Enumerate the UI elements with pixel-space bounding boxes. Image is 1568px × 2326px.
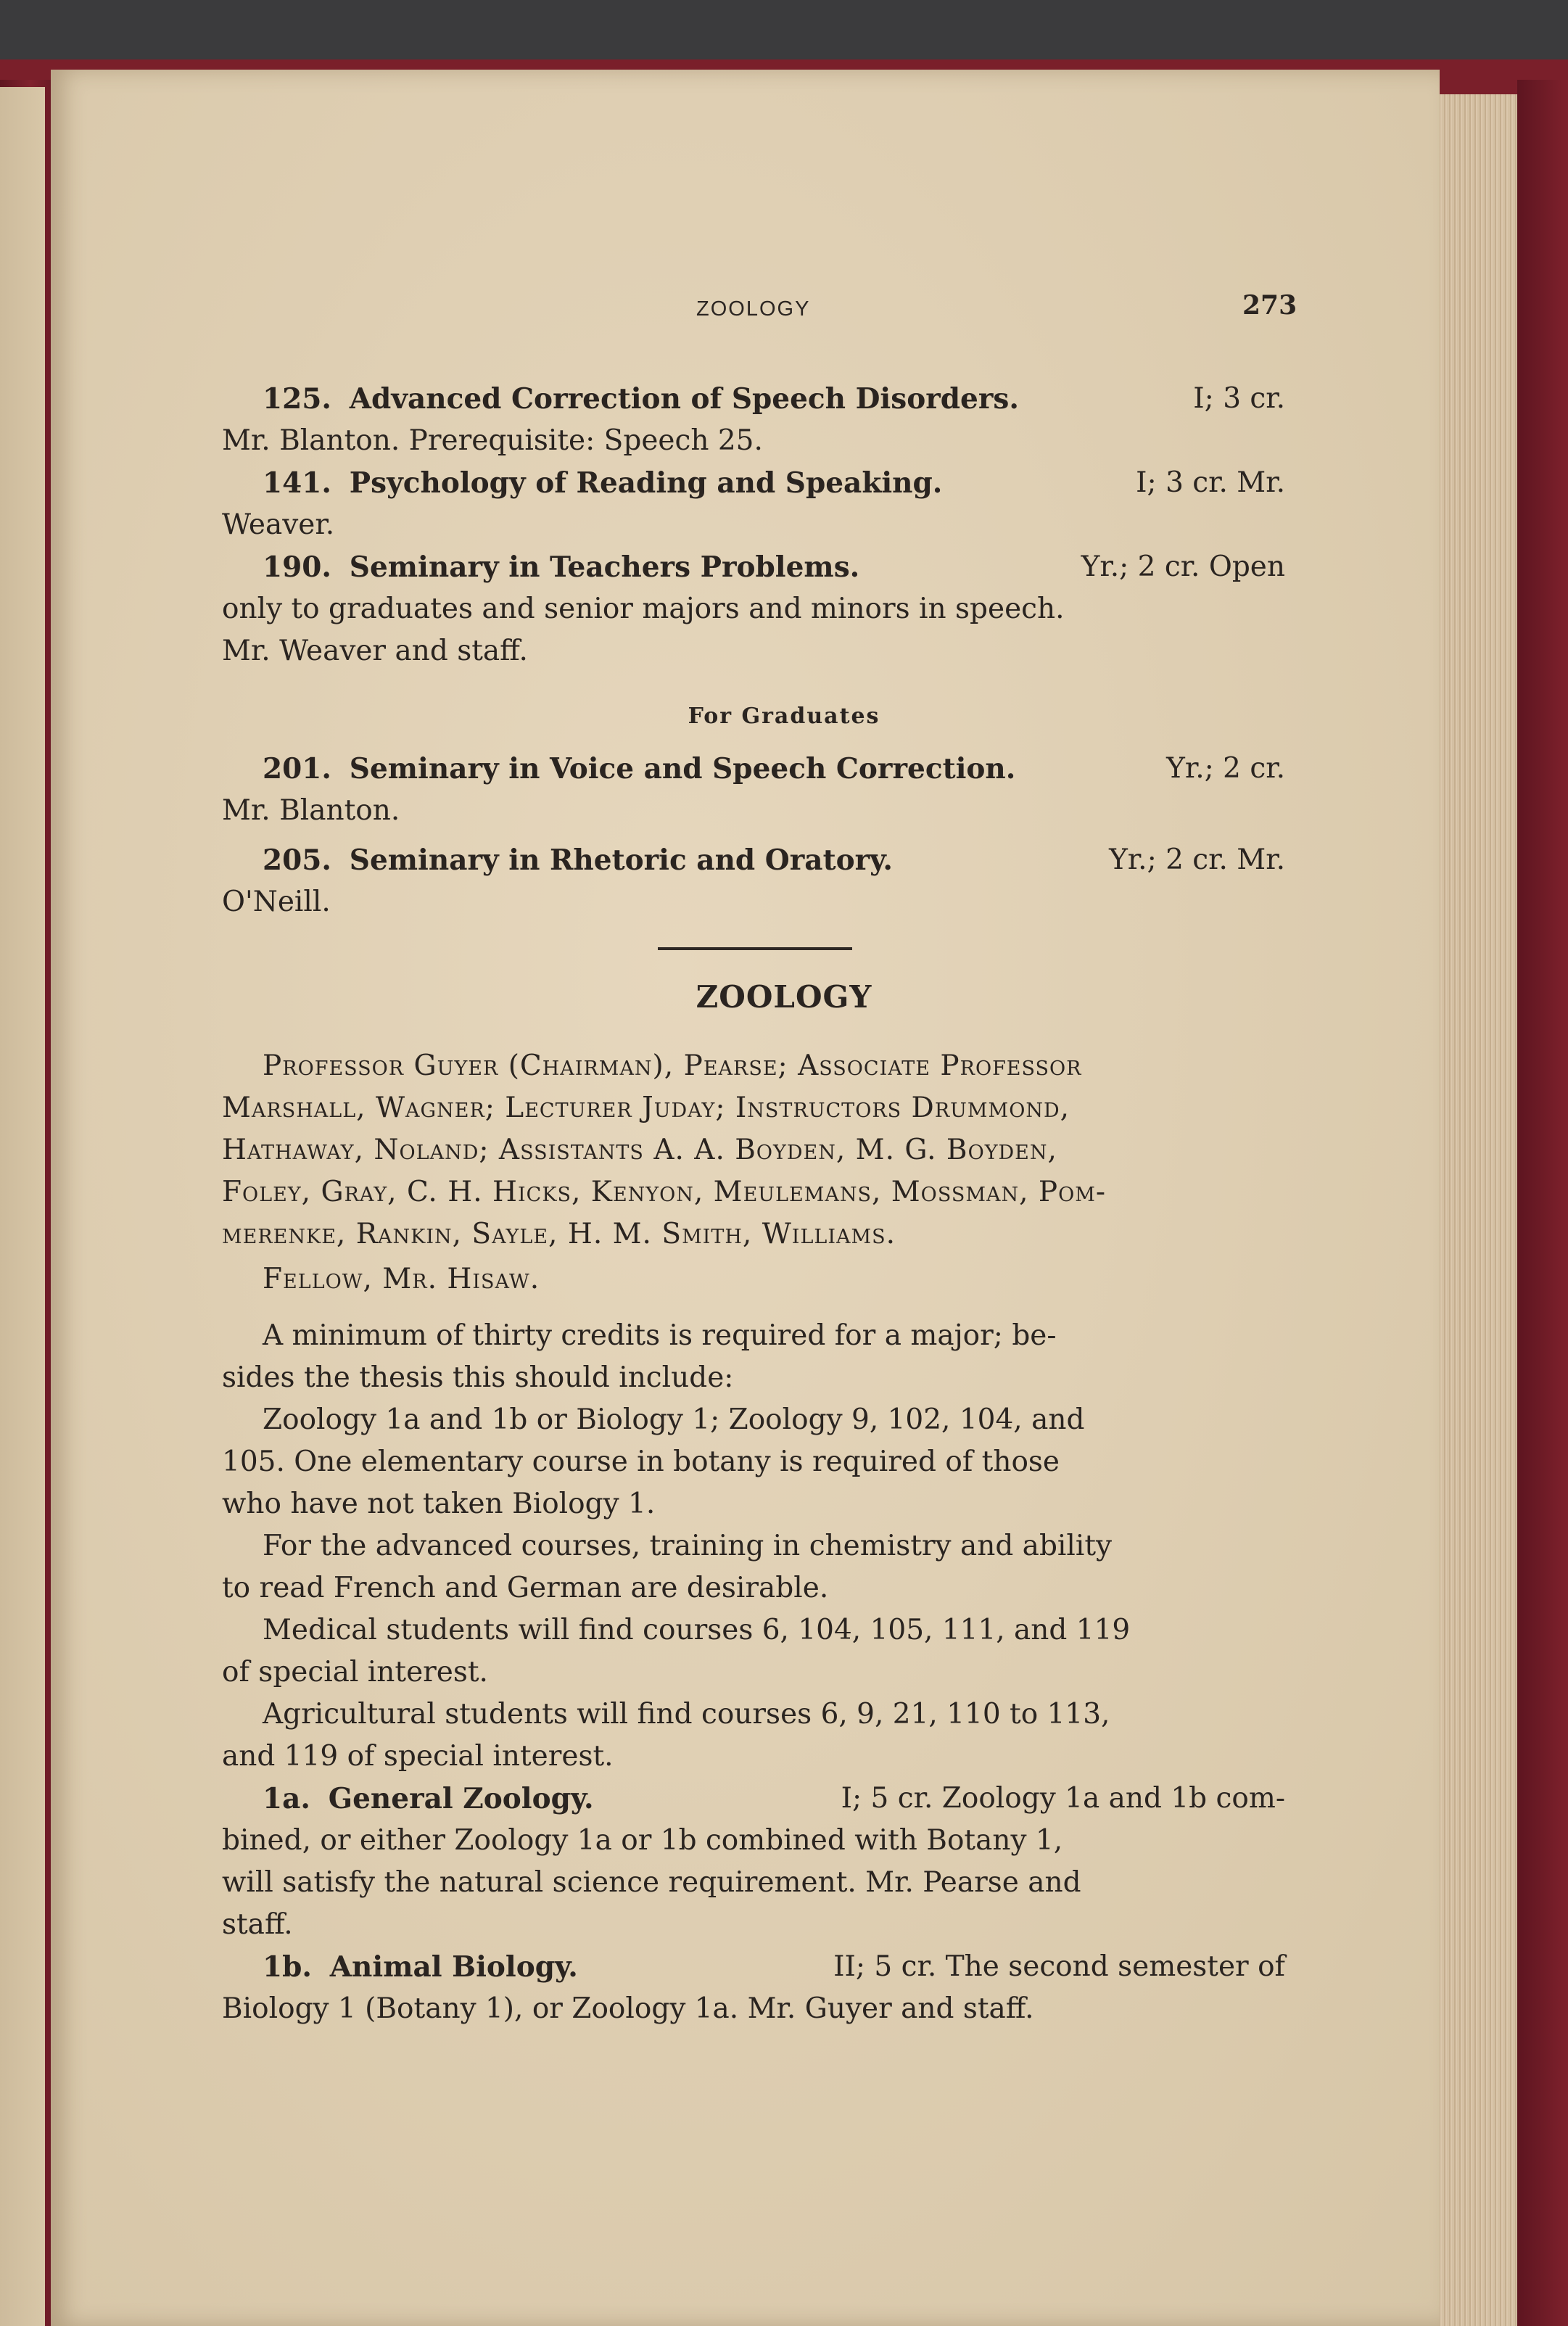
course-1b-line-2: Biology 1 (Botany 1), or Zoology 1a. Mr. Guyer and staff. — [222, 1992, 1034, 2025]
paragraph-2-line-2: 105. One elementary course in botany is required of those — [222, 1445, 1060, 1478]
fellow-line: Fellow, Mr. Hisaw. — [263, 1263, 540, 1295]
course-205-line-1 — [263, 843, 1285, 878]
faculty-line-4: Foley, Gray, C. H. Hicks, Kenyon, Meulemans, Mossman, Pom- — [222, 1176, 1107, 1208]
course-title: Psychology of Reading and Speaking. — [349, 466, 943, 500]
course-info: Yr.; 2 cr. — [1166, 752, 1285, 785]
course-number: 1a. — [263, 1782, 310, 1815]
running-head: ZOOLOGY — [696, 297, 811, 321]
page-number: 273 — [1242, 290, 1297, 321]
paragraph-5-line-1: Agricultural students will find courses 6, 9, 21, 110 to 113, — [263, 1698, 1110, 1731]
course-201-line-2: Mr. Blanton. — [222, 794, 400, 827]
course-title: Animal Biology. — [329, 1950, 578, 1984]
faculty-line-2: Marshall, Wagner; Lecturer Juday; Instructors Drummond, — [222, 1092, 1070, 1124]
graduates-heading: For Graduates — [688, 704, 880, 729]
course-number: 201. — [263, 752, 331, 785]
section-title: ZOOLOGY — [696, 979, 872, 1015]
paragraph-3-line-2: to read French and German are desirable. — [222, 1572, 829, 1604]
course-number: 1b. — [263, 1950, 312, 1984]
paragraph-2-line-1: Zoology 1a and 1b or Biology 1; Zoology 9, 102, 104, and — [263, 1403, 1085, 1436]
course-info: II; 5 cr. The second semester of — [833, 1950, 1285, 1983]
facing-page-edge — [0, 87, 45, 2326]
course-1a-line-2: bined, or either Zoology 1a or 1b combined with Botany 1, — [222, 1824, 1063, 1857]
course-number: 141. — [263, 466, 331, 500]
paragraph-5-line-2: and 119 of special interest. — [222, 1740, 614, 1773]
course-info: I; 3 cr. — [1193, 382, 1285, 415]
course-title: Seminary in Rhetoric and Oratory. — [349, 844, 893, 877]
course-title: Seminary in Voice and Speech Correction. — [349, 752, 1016, 785]
faculty-line-1: Professor Guyer (Chairman), Pearse; Associate Professor — [263, 1049, 1082, 1082]
course-info: Yr.; 2 cr. Open — [1081, 550, 1285, 583]
course-1a-line-3: will satisfy the natural science requirement. Mr. Pearse and — [222, 1866, 1081, 1899]
course-1b-line-1 — [263, 1950, 1285, 1985]
course-205-line-2: O'Neill. — [222, 886, 331, 918]
course-1a-line-4: staff. — [222, 1908, 293, 1941]
paragraph-4-line-2: of special interest. — [222, 1656, 488, 1688]
paragraph-1-line-1: A minimum of thirty credits is required for a major; be- — [263, 1319, 1057, 1352]
course-190-line-1 — [263, 550, 1285, 585]
course-title: General Zoology. — [328, 1782, 594, 1815]
faculty-line-5: merenke, Rankin, Sayle, H. M. Smith, Williams. — [222, 1218, 896, 1250]
course-title: Advanced Correction of Speech Disorders. — [349, 382, 1019, 416]
course-190-line-2: only to graduates and senior majors and minors in speech. — [222, 593, 1065, 625]
course-141-line-1 — [263, 466, 1285, 501]
faculty-line-3: Hathaway, Noland; Assistants A. A. Boyden, M. G. Boyden, — [222, 1134, 1057, 1166]
course-title: Seminary in Teachers Problems. — [349, 550, 860, 584]
course-141-line-2: Weaver. — [222, 508, 335, 541]
course-info: I; 5 cr. Zoology 1a and 1b com- — [841, 1782, 1285, 1815]
course-201-line-1 — [263, 751, 1285, 787]
paragraph-3-line-1: For the advanced courses, training in chemistry and ability — [263, 1530, 1113, 1562]
paragraph-2-line-3: who have not taken Biology 1. — [222, 1488, 656, 1520]
course-number: 205. — [263, 844, 331, 877]
section-divider — [658, 947, 852, 950]
course-125-line-1 — [263, 382, 1285, 417]
course-190-line-3: Mr. Weaver and staff. — [222, 635, 528, 667]
course-info: Yr.; 2 cr. Mr. — [1109, 844, 1285, 876]
cover-right-edge — [1517, 80, 1568, 2326]
course-number: 190. — [263, 550, 331, 584]
paragraph-4-line-1: Medical students will find courses 6, 104, 105, 111, and 119 — [263, 1614, 1131, 1646]
course-125-line-2: Mr. Blanton. Prerequisite: Speech 25. — [222, 424, 763, 457]
course-number: 125. — [263, 382, 331, 416]
paragraph-1-line-2: sides the thesis this should include: — [222, 1361, 734, 1394]
course-1a-line-1 — [263, 1781, 1285, 1817]
course-info: I; 3 cr. Mr. — [1136, 466, 1285, 499]
